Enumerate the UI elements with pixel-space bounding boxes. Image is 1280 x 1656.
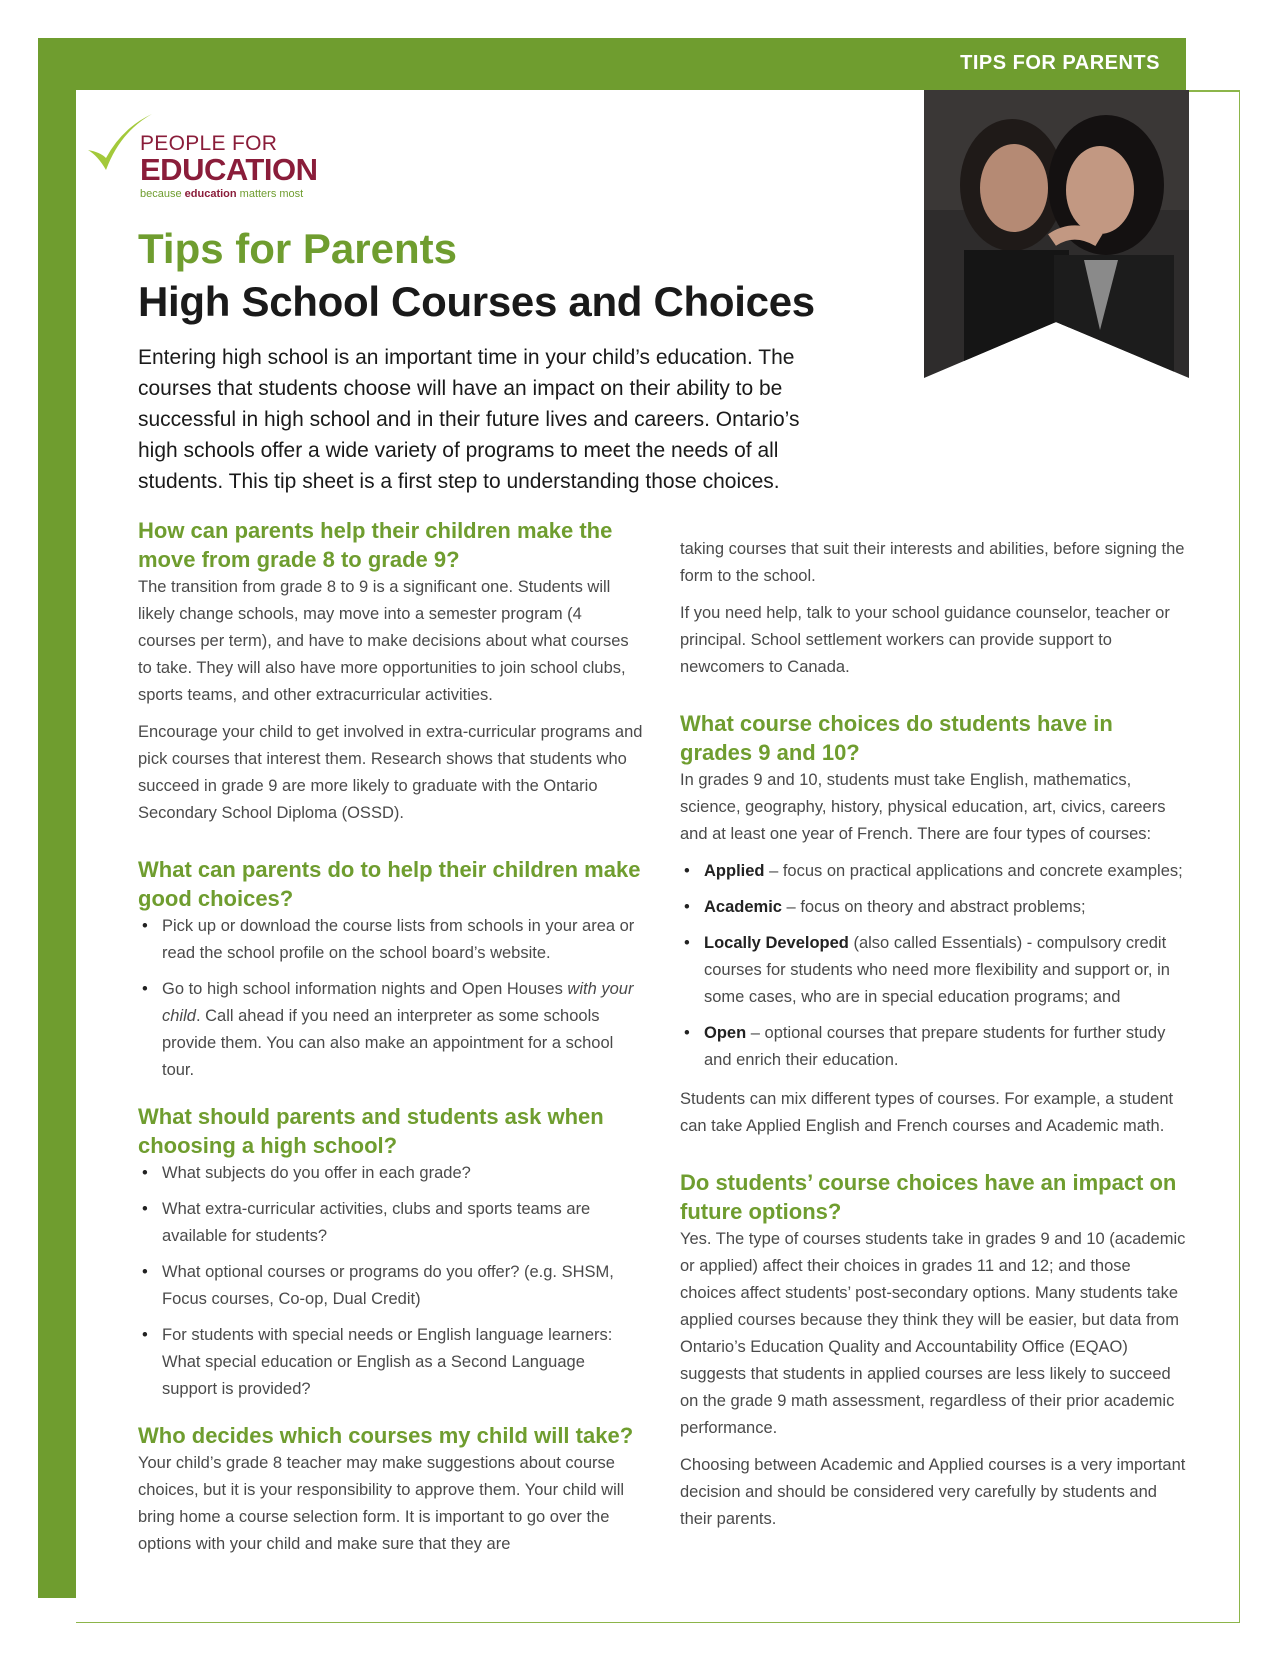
section-heading: What course choices do students have in grades 9 and 10? xyxy=(680,711,1113,765)
paragraph: Choosing between Academic and Applied courses is a very important decision and should be considered very carefully by students and their parents. xyxy=(680,1456,1186,1528)
list-item: • Academic – focus on theory and abstract problems; xyxy=(704,894,1186,921)
bullet-list xyxy=(680,858,1186,1074)
side-band xyxy=(38,38,76,1598)
paragraph: Students can mix different types of courses. For example, a student can take Applied English and French courses and Academic math. xyxy=(680,1090,1174,1135)
paragraph: Your child’s grade 8 teacher may make suggestions about course choices, but it is your responsibility to approve them. Your child will bring home a course selection form. It is important to go over the options with your child and make sure that they are xyxy=(138,1454,625,1553)
list-item: • Locally Developed (also called Essentials) - compulsory credit courses for students who need more flexibility and support or, in some cases, who are in special education programs; and xyxy=(704,930,1186,1011)
paragraph: In grades 9 and 10, students must take English, mathematics, science, geography, history, physical education, art, civics, careers and at least one year of French. There are four types of courses: xyxy=(680,771,1166,843)
parents-photo xyxy=(924,90,1189,378)
frame-top-line xyxy=(1186,90,1239,92)
logo-line1: PEOPLE FOR xyxy=(140,132,278,155)
bullet-list xyxy=(138,1160,644,1403)
list-item: • What subjects do you offer in each grade? xyxy=(162,1160,644,1187)
section-heading: What should parents and students ask when choosing a high school? xyxy=(138,1104,604,1158)
paragraph: Encourage your child to get involved in extra-curricular programs and pick courses that interest them. Research shows that students who succeed in grade 9 are more likely to graduate with the Ontario Secondary School Diploma (OSSD). xyxy=(138,723,643,822)
header-label: TIPS FOR PARENTS xyxy=(960,52,1160,74)
list-item: • For students with special needs or English language learners: What special education or English as a Second Language support is provided? xyxy=(162,1322,644,1403)
title-kicker: Tips for Parents xyxy=(138,225,457,272)
list-item: • What extra-curricular activities, clubs and sports teams are available for students? xyxy=(162,1196,644,1250)
paragraph: Yes. The type of courses students take in grades 9 and 10 (academic or applied) affect their choices in grades 11 and 12; and those choices affect students’ post-secondary options. Many students take applied courses because they think they will be easier, but data from Ontario’s Education Quality and Accountability Office (EQAO) suggests that students in applied courses are less likely to succeed on the grade 9 math assessment, regardless of their prior academic performance. xyxy=(680,1230,1186,1437)
right-column xyxy=(680,536,1186,1543)
paragraph: taking courses that suit their interests and abilities, before signing the form to the school. xyxy=(680,540,1185,585)
section-heading: How can parents help their children make the move from grade 8 to grade 9? xyxy=(138,518,613,572)
intro-paragraph: Entering high school is an important time in your child’s education. The courses that students choose will have an impact on their ability to be successful in high school and in their future lives and careers. Ontario’s high schools offer a wide variety of programs to meet the needs of all students. This tip sheet is a first step to understanding those choices. xyxy=(138,346,800,493)
page-title: High School Courses and Choices xyxy=(138,278,815,325)
section-heading: Who decides which courses my child will take? xyxy=(138,1423,634,1448)
list-item: • Go to high school information nights and Open Houses with your child. Call ahead if you need an interpreter as some schools provide them. You can also make an appointment for a school tour. xyxy=(162,976,644,1084)
section-heading: Do students’ course choices have an impact on future options? xyxy=(680,1170,1177,1224)
bullet-list xyxy=(138,913,644,1084)
logo-tagline: because education matters most xyxy=(140,188,304,200)
paragraph: The transition from grade 8 to 9 is a significant one. Students will likely change schools, may move into a semester program (4 courses per term), and have to make decisions about what courses to take. They will also have more opportunities to join school clubs, sports teams, and other extracurricular activities. xyxy=(138,578,629,704)
list-item: • Pick up or download the course lists from schools in your area or read the school profile on the school board’s website. xyxy=(162,913,644,967)
left-column xyxy=(138,516,644,1568)
paragraph: If you need help, talk to your school guidance counselor, teacher or principal. School settlement workers can provide support to newcomers to Canada. xyxy=(680,604,1170,676)
logo xyxy=(86,112,326,202)
section-heading: What can parents do to help their children make good choices? xyxy=(138,857,641,911)
list-item: • Open – optional courses that prepare students for further study and enrich their education. xyxy=(704,1020,1186,1074)
list-item: • What optional courses or programs do you offer? (e.g. SHSM, Focus courses, Co-op, Dual Credit) xyxy=(162,1259,644,1313)
logo-line2: EDUCATION xyxy=(140,152,318,187)
list-item: • Applied – focus on practical applications and concrete examples; xyxy=(704,858,1186,885)
